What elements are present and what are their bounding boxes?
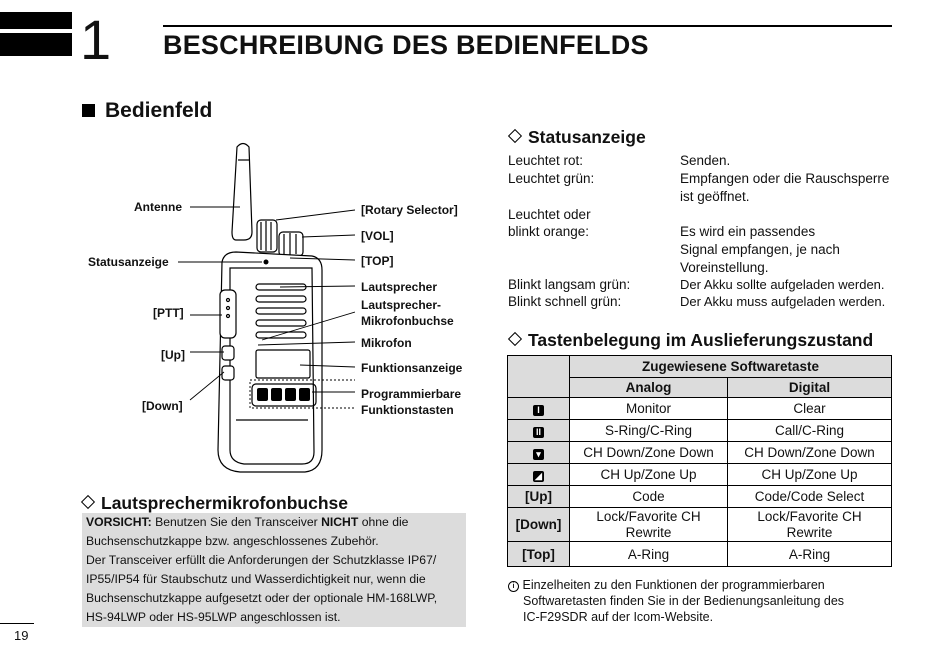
status-value: ist geöffnet. bbox=[680, 189, 750, 204]
status-value: Voreinstellung. bbox=[680, 260, 769, 275]
chapter-bar-bottom bbox=[0, 33, 72, 56]
diamond-icon bbox=[508, 332, 522, 346]
analog-cell bbox=[570, 508, 728, 542]
key-cell bbox=[508, 420, 570, 442]
analog-cell-line-2: Rewrite bbox=[625, 524, 672, 540]
analog-cell: A-Ring bbox=[570, 542, 728, 567]
chapter-number: 1 bbox=[80, 8, 112, 71]
section-title bbox=[82, 99, 212, 123]
note-text-1: Einzelheiten zu den Funktionen der programmierbaren bbox=[522, 578, 825, 592]
label-prog-keys-1: Programmierbare bbox=[361, 387, 462, 401]
digital-cell: Code/Code Select bbox=[728, 486, 892, 508]
info-icon: i bbox=[508, 581, 519, 592]
caution-line-1 bbox=[86, 513, 462, 532]
analog-cell: CH Down/Zone Down bbox=[570, 442, 728, 464]
table-header-analog: Analog bbox=[570, 378, 728, 398]
section-title-text: Bedienfeld bbox=[105, 99, 213, 122]
note-line-1 bbox=[508, 577, 888, 593]
digital-cell: Clear bbox=[728, 398, 892, 420]
page-rule bbox=[0, 623, 34, 624]
analog-cell: S-Ring/C-Ring bbox=[570, 420, 728, 442]
caution-text-b: ohne die bbox=[358, 515, 409, 529]
status-value: Der Akku sollte aufgeladen werden. bbox=[680, 277, 885, 292]
status-value: Empfangen oder die Rauschsperre bbox=[680, 171, 890, 186]
key-cell bbox=[508, 442, 570, 464]
label-statusanzeige: Statusanzeige bbox=[88, 255, 169, 269]
square-bullet-icon bbox=[82, 104, 95, 117]
key-down-icon: ▾ bbox=[533, 449, 544, 460]
status-key: Leuchtet rot: bbox=[508, 153, 584, 168]
status-key: Blinkt langsam grün: bbox=[508, 277, 631, 292]
label-down: [Down] bbox=[142, 399, 183, 413]
caution-line-2: Buchsenschutzkappe bzw. angeschlossenes Zubehör. bbox=[86, 534, 379, 548]
status-key: Leuchtet oder bbox=[508, 207, 591, 222]
digital-cell-line-2: Rewrite bbox=[786, 524, 833, 540]
digital-cell: A-Ring bbox=[728, 542, 892, 567]
label-vol: [VOL] bbox=[361, 229, 394, 243]
label-mic-jack-1: Lautsprecher- bbox=[361, 298, 442, 312]
note-line-3: IC-F29SDR auf der Icom-Website. bbox=[523, 610, 714, 624]
key-assignment-table bbox=[507, 355, 892, 567]
key-cell: [Top] bbox=[508, 542, 570, 567]
mic-section-title bbox=[80, 493, 348, 514]
table-row bbox=[508, 508, 892, 542]
analog-cell: Code bbox=[570, 486, 728, 508]
label-top: [TOP] bbox=[361, 254, 394, 268]
table-corner bbox=[508, 356, 570, 398]
analog-cell: Monitor bbox=[570, 398, 728, 420]
analog-cell: CH Up/Zone Up bbox=[570, 464, 728, 486]
keys-section-title-text: Tastenbelegung im Auslieferungszustand bbox=[528, 330, 874, 350]
keys-section-title bbox=[507, 330, 873, 351]
status-value: Senden. bbox=[680, 153, 731, 168]
label-up: [Up] bbox=[161, 348, 185, 362]
status-key: Leuchtet grün: bbox=[508, 171, 595, 186]
label-mic-jack-2: Mikrofonbuchse bbox=[361, 314, 454, 328]
note-line-2: Softwaretasten finden Sie in der Bedienungsanleitung des bbox=[523, 594, 845, 608]
table-row bbox=[508, 464, 892, 486]
digital-cell bbox=[728, 508, 892, 542]
key-up-icon: ◢ bbox=[533, 471, 544, 482]
label-prog-keys-2: Funktionstasten bbox=[361, 403, 454, 417]
diamond-icon bbox=[81, 495, 95, 509]
status-value: Signal empfangen, je nach bbox=[680, 242, 840, 257]
caution-line-5: Buchsenschutzkappe aufgesetzt oder der optionale HM-168LWP, bbox=[86, 591, 438, 605]
label-mikrofon: Mikrofon bbox=[361, 336, 412, 350]
table-row bbox=[508, 486, 892, 508]
table-row bbox=[508, 542, 892, 567]
label-lautsprecher: Lautsprecher bbox=[361, 280, 438, 294]
key-cell bbox=[508, 398, 570, 420]
table-row bbox=[508, 420, 892, 442]
status-key: blinkt orange: bbox=[508, 224, 590, 239]
diamond-icon bbox=[508, 129, 522, 143]
label-rotary-selector: [Rotary Selector] bbox=[361, 203, 458, 217]
digital-cell: Call/C-Ring bbox=[728, 420, 892, 442]
caution-box bbox=[82, 513, 466, 627]
caution-line-3: Der Transceiver erfüllt die Anforderungen der Schutzklasse IP67/ bbox=[86, 553, 437, 567]
caution-label: VORSICHT: bbox=[86, 515, 152, 529]
status-value: Es wird ein passendes bbox=[680, 224, 816, 239]
table-header-assigned: Zugewiesene Softwaretaste bbox=[570, 356, 892, 378]
key-cell: [Up] bbox=[508, 486, 570, 508]
table-row bbox=[508, 398, 892, 420]
table-header-digital: Digital bbox=[728, 378, 892, 398]
digital-cell-line-1: Lock/Favorite CH bbox=[757, 508, 862, 524]
status-key: Blinkt schnell grün: bbox=[508, 294, 622, 309]
status-value: Der Akku muss aufgeladen werden. bbox=[680, 294, 886, 309]
key-cell: [Down] bbox=[508, 508, 570, 542]
chapter-bar-top bbox=[0, 12, 72, 29]
chapter-rule bbox=[163, 25, 892, 27]
status-section-title bbox=[507, 127, 646, 148]
label-ptt: [PTT] bbox=[153, 306, 184, 320]
label-funktionsanzeige: Funktionsanzeige bbox=[361, 361, 463, 375]
table-row bbox=[508, 442, 892, 464]
digital-cell: CH Down/Zone Down bbox=[728, 442, 892, 464]
chapter-title: BESCHREIBUNG DES BEDIENFELDS bbox=[163, 30, 649, 60]
label-antenne: Antenne bbox=[134, 200, 182, 214]
caution-text-a: Benutzen Sie den Transceiver bbox=[151, 515, 322, 529]
radio-diagram bbox=[175, 138, 355, 478]
digital-cell: CH Up/Zone Up bbox=[728, 464, 892, 486]
key-2-icon: II bbox=[533, 427, 544, 438]
key-1-icon: I bbox=[533, 405, 544, 416]
mic-section-title-text: Lautsprechermikrofonbuchse bbox=[101, 493, 348, 513]
key-cell bbox=[508, 464, 570, 486]
note bbox=[508, 577, 888, 625]
caution-line-6: HS-94LWP oder HS-95LWP angeschlossen ist. bbox=[86, 610, 341, 624]
analog-cell-line-1: Lock/Favorite CH bbox=[596, 508, 701, 524]
status-section-title-text: Statusanzeige bbox=[528, 127, 646, 147]
caution-bold: NICHT bbox=[321, 515, 359, 529]
caution-line-4: IP55/IP54 für Staubschutz und Wasserdichtigkeit nur, wenn die bbox=[86, 572, 426, 586]
page-number: 19 bbox=[14, 628, 29, 643]
